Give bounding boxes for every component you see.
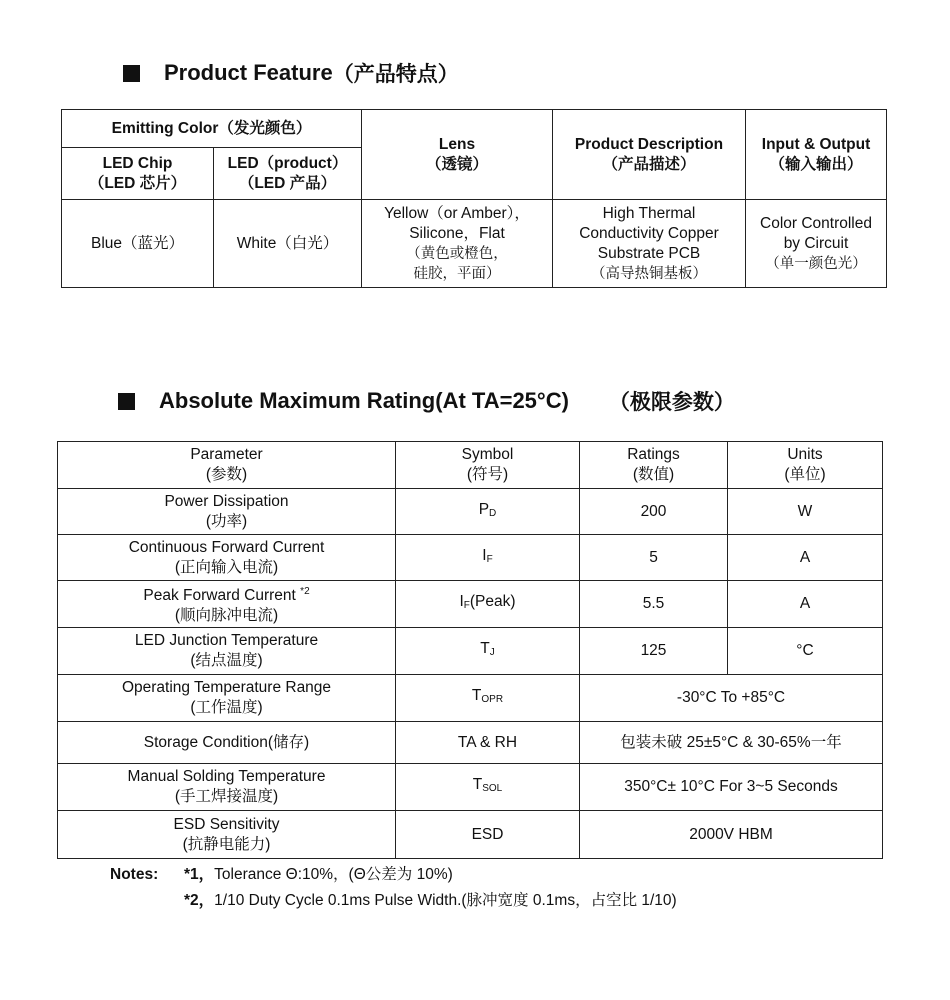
table-row (58, 489, 883, 535)
notes-line-1 (110, 862, 453, 884)
unit-cell: A (728, 581, 883, 628)
led-chip-value: Blue（蓝光） (62, 200, 214, 288)
symbol-cell: TA & RH (396, 722, 580, 764)
rating-span-cell: 2000V HBM (580, 811, 883, 859)
input-output-header: Input & Output （输入输出） (746, 110, 887, 200)
parameter-cell: Storage Condition(储存) (58, 722, 396, 764)
unit-cell: A (728, 535, 883, 581)
symbol-cell: ESD (396, 811, 580, 859)
parameter-cell: LED Junction Temperature (结点温度) (58, 628, 396, 675)
input-output-value: Color Controlled by Circuit （单一颜色光） (746, 200, 887, 288)
rating-cell: 125 (580, 628, 728, 675)
note-1-mark: *1， (184, 866, 215, 883)
absolute-maximum-rating-title-text: Absolute Maximum Rating(At TA=25°C) (159, 388, 569, 413)
symbol-cell: $T_{SOL}$ (396, 764, 580, 811)
table-row (58, 581, 883, 628)
rating-span-cell: 350°C± 10°C For 3~5 Seconds (580, 764, 883, 811)
units-header: Units (单位) (728, 442, 883, 489)
rating-span-cell: 包装未破 25±5°C & 30-65%一年 (580, 722, 883, 764)
parameter-cell: Continuous Forward Current (正向输入电流) (58, 535, 396, 581)
absolute-maximum-rating-title-cn: （极限参数） (608, 390, 735, 414)
note-1-text: Tolerance Θ:10%，(Θ公差为 10%) (214, 866, 453, 883)
square-bullet-icon (118, 393, 135, 410)
rating-cell: 5.5 (580, 581, 728, 628)
parameter-cell: Peak Forward Current $^{*2}$ (顺向脉冲电流) (58, 581, 396, 628)
absolute-maximum-rating-table (57, 441, 883, 859)
lens-value: Yellow（or Amber）， Silicone，Flat （黄色或橙色， 硅胶，平面） (362, 200, 553, 288)
table-row (58, 811, 883, 859)
symbol-cell: $I_F$ (396, 535, 580, 581)
symbol-header: Symbol (符号) (396, 442, 580, 489)
emitting-color-header: Emitting Color（发光颜色） (62, 110, 362, 148)
table-row (58, 764, 883, 811)
rating-span-cell: -30°C To +85°C (580, 675, 883, 722)
table-row (58, 675, 883, 722)
unit-cell: W (728, 489, 883, 535)
rating-cell: 200 (580, 489, 728, 535)
table-row (58, 628, 883, 675)
parameter-cell: ESD Sensitivity (抗静电能力) (58, 811, 396, 859)
symbol-cell: $T_{OPR}$ (396, 675, 580, 722)
symbol-cell: $I_F(Peak)$ (396, 581, 580, 628)
absolute-maximum-rating-title (118, 386, 735, 416)
rating-cell: 5 (580, 535, 728, 581)
table-header-row (58, 442, 883, 489)
square-bullet-icon (123, 65, 140, 82)
notes-label: Notes: (110, 866, 159, 883)
symbol-cell: $P_D$ (396, 489, 580, 535)
led-product-value: White（白光） (214, 200, 362, 288)
product-description-header: Product Description （产品描述） (553, 110, 746, 200)
parameter-cell: Operating Temperature Range (工作温度) (58, 675, 396, 722)
parameter-cell: Power Dissipation (功率) (58, 489, 396, 535)
table-row (58, 535, 883, 581)
note-2-mark: *2， (184, 892, 215, 909)
parameter-header: Parameter (参数) (58, 442, 396, 489)
product-feature-title-cn: （产品特点） (332, 62, 459, 86)
product-feature-title (123, 58, 459, 88)
product-description-value: High Thermal Conductivity Copper Substrate PCB （高导热铜基板） (553, 200, 746, 288)
parameter-cell: Manual Solding Temperature (手工焊接温度) (58, 764, 396, 811)
symbol-cell: $T_J$ (396, 628, 580, 675)
notes-line-2 (184, 888, 677, 910)
product-feature-title-text: Product Feature (164, 60, 333, 85)
note-2-text: 1/10 Duty Cycle 0.1ms Pulse Width.(脉冲宽度 0.1ms，占空比 1/10) (214, 892, 677, 909)
product-feature-table (61, 109, 887, 288)
ratings-header: Ratings (数值) (580, 442, 728, 489)
led-product-header: LED（product） （LED 产品） (214, 148, 362, 200)
unit-cell: °C (728, 628, 883, 675)
lens-header: Lens （透镜） (362, 110, 553, 200)
led-chip-header: LED Chip （LED 芯片） (62, 148, 214, 200)
table-row (58, 722, 883, 764)
